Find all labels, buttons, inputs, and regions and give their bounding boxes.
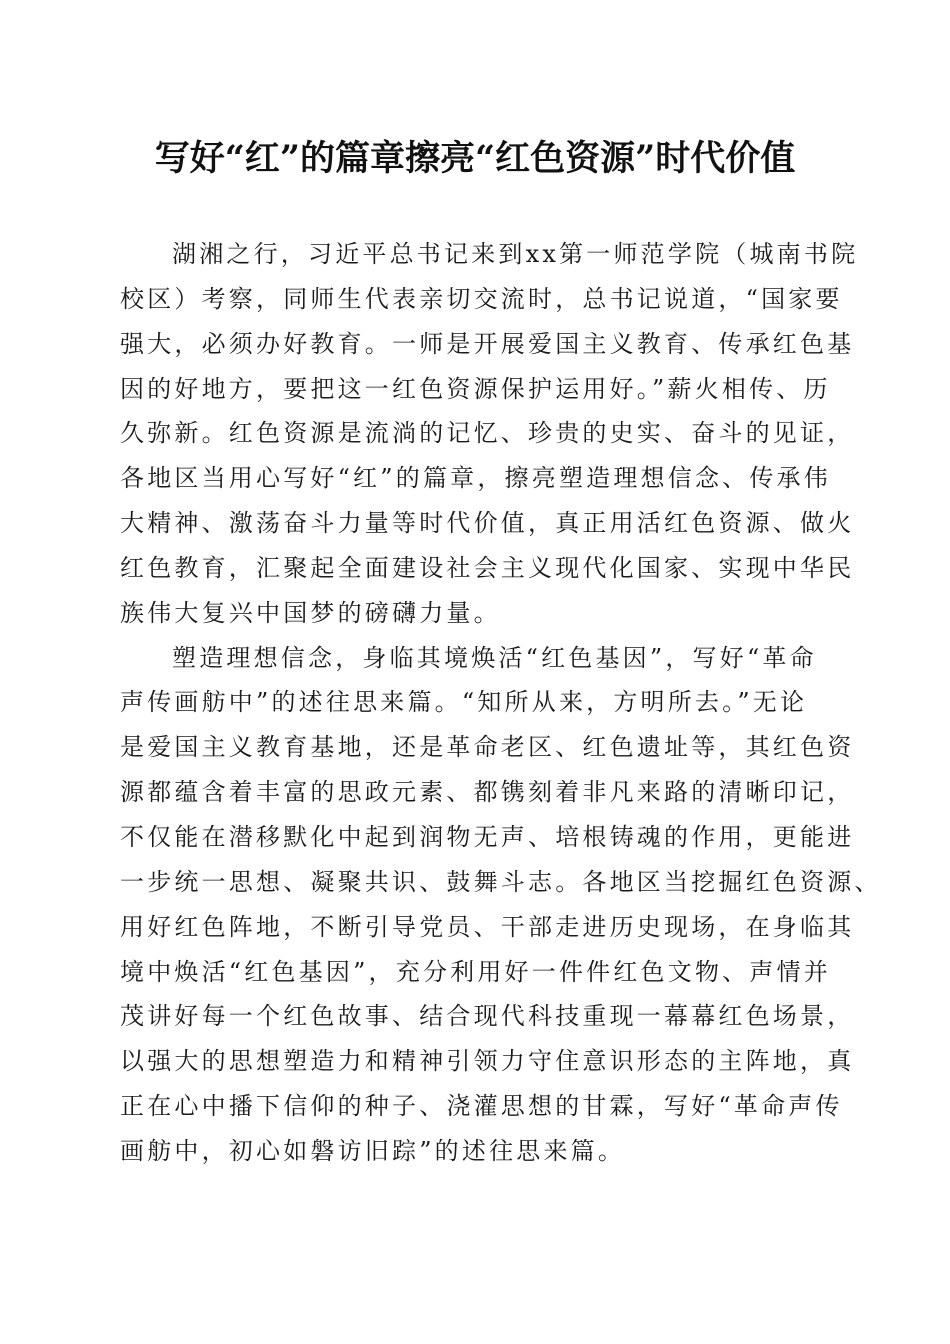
text-line: 久弥新。红色资源是流淌的记忆、珍贵的史实、奋斗的见证， (120, 419, 855, 448)
text-line: 画舫中，初心如磐访旧踪”的述往思来篇。 (120, 1136, 626, 1165)
text-line: 湖湘之行，习近平总书记来到xx第一师范学院（城南书院 (172, 240, 859, 268)
document-title: 写好“红”的篇章擦亮“红色资源”时代价值 (154, 138, 796, 179)
paragraph-2 (120, 636, 882, 1174)
text-line: 族伟大复兴中国梦的磅礴力量。 (120, 598, 501, 627)
text-line: 强大，必须办好教育。一师是开展爱国主义教育、传承红色基 (120, 329, 855, 358)
text-line: 因的好地方，要把这一红色资源保护运用好。”薪火相传、历 (120, 374, 831, 403)
document-body (120, 232, 882, 1174)
text-line: 是爱国主义教育基地，还是革命老区、红色遗址等，其红色资 (120, 733, 855, 762)
text-line: 用好红色阵地，不断引导党员、干部走进历史现场，在身临其 (120, 912, 855, 941)
paragraph-1 (120, 232, 859, 636)
text-line: 各地区当用心写好“红”的篇章，擦亮塑造理想信念、传承伟 (120, 464, 831, 493)
text-line: 不仅能在潜移默化中起到润物无声、培根铸魂的作用，更能进 (120, 822, 855, 851)
text-line: 境中焕活“红色基因”，充分利用好一件件红色文物、声情并 (120, 957, 831, 986)
text-line: 红色教育，汇聚起全面建设社会主义现代化国家、实现中华民 (120, 553, 855, 582)
text-line: 源都蕴含着丰富的思政元素、都镌刻着非凡来路的清晰印记， (120, 778, 855, 807)
text-line: 声传画舫中”的述往思来篇。“知所从来，方明所去。”无论 (120, 688, 808, 717)
text-line: 校区）考察，同师生代表亲切交流时，总书记说道，“国家要 (120, 284, 843, 313)
text-line: 正在心中播下信仰的种子、浇灌思想的甘霖，写好“革命声传 (120, 1092, 843, 1121)
text-line: 一步统一思想、凝聚共识、鼓舞斗志。各地区当挖掘红色资源、 (120, 867, 882, 896)
text-line: 以强大的思想塑造力和精神引领力守住意识形态的主阵地，真 (120, 1047, 855, 1076)
text-line: 大精神、激荡奋斗力量等时代价值，真正用活红色资源、做火 (120, 509, 855, 538)
text-line: 塑造理想信念，身临其境焕活“红色基因”，写好“革命 (172, 643, 817, 672)
text-line: 茂讲好每一个红色故事、结合现代科技重现一幕幕红色场景， (120, 1002, 855, 1031)
